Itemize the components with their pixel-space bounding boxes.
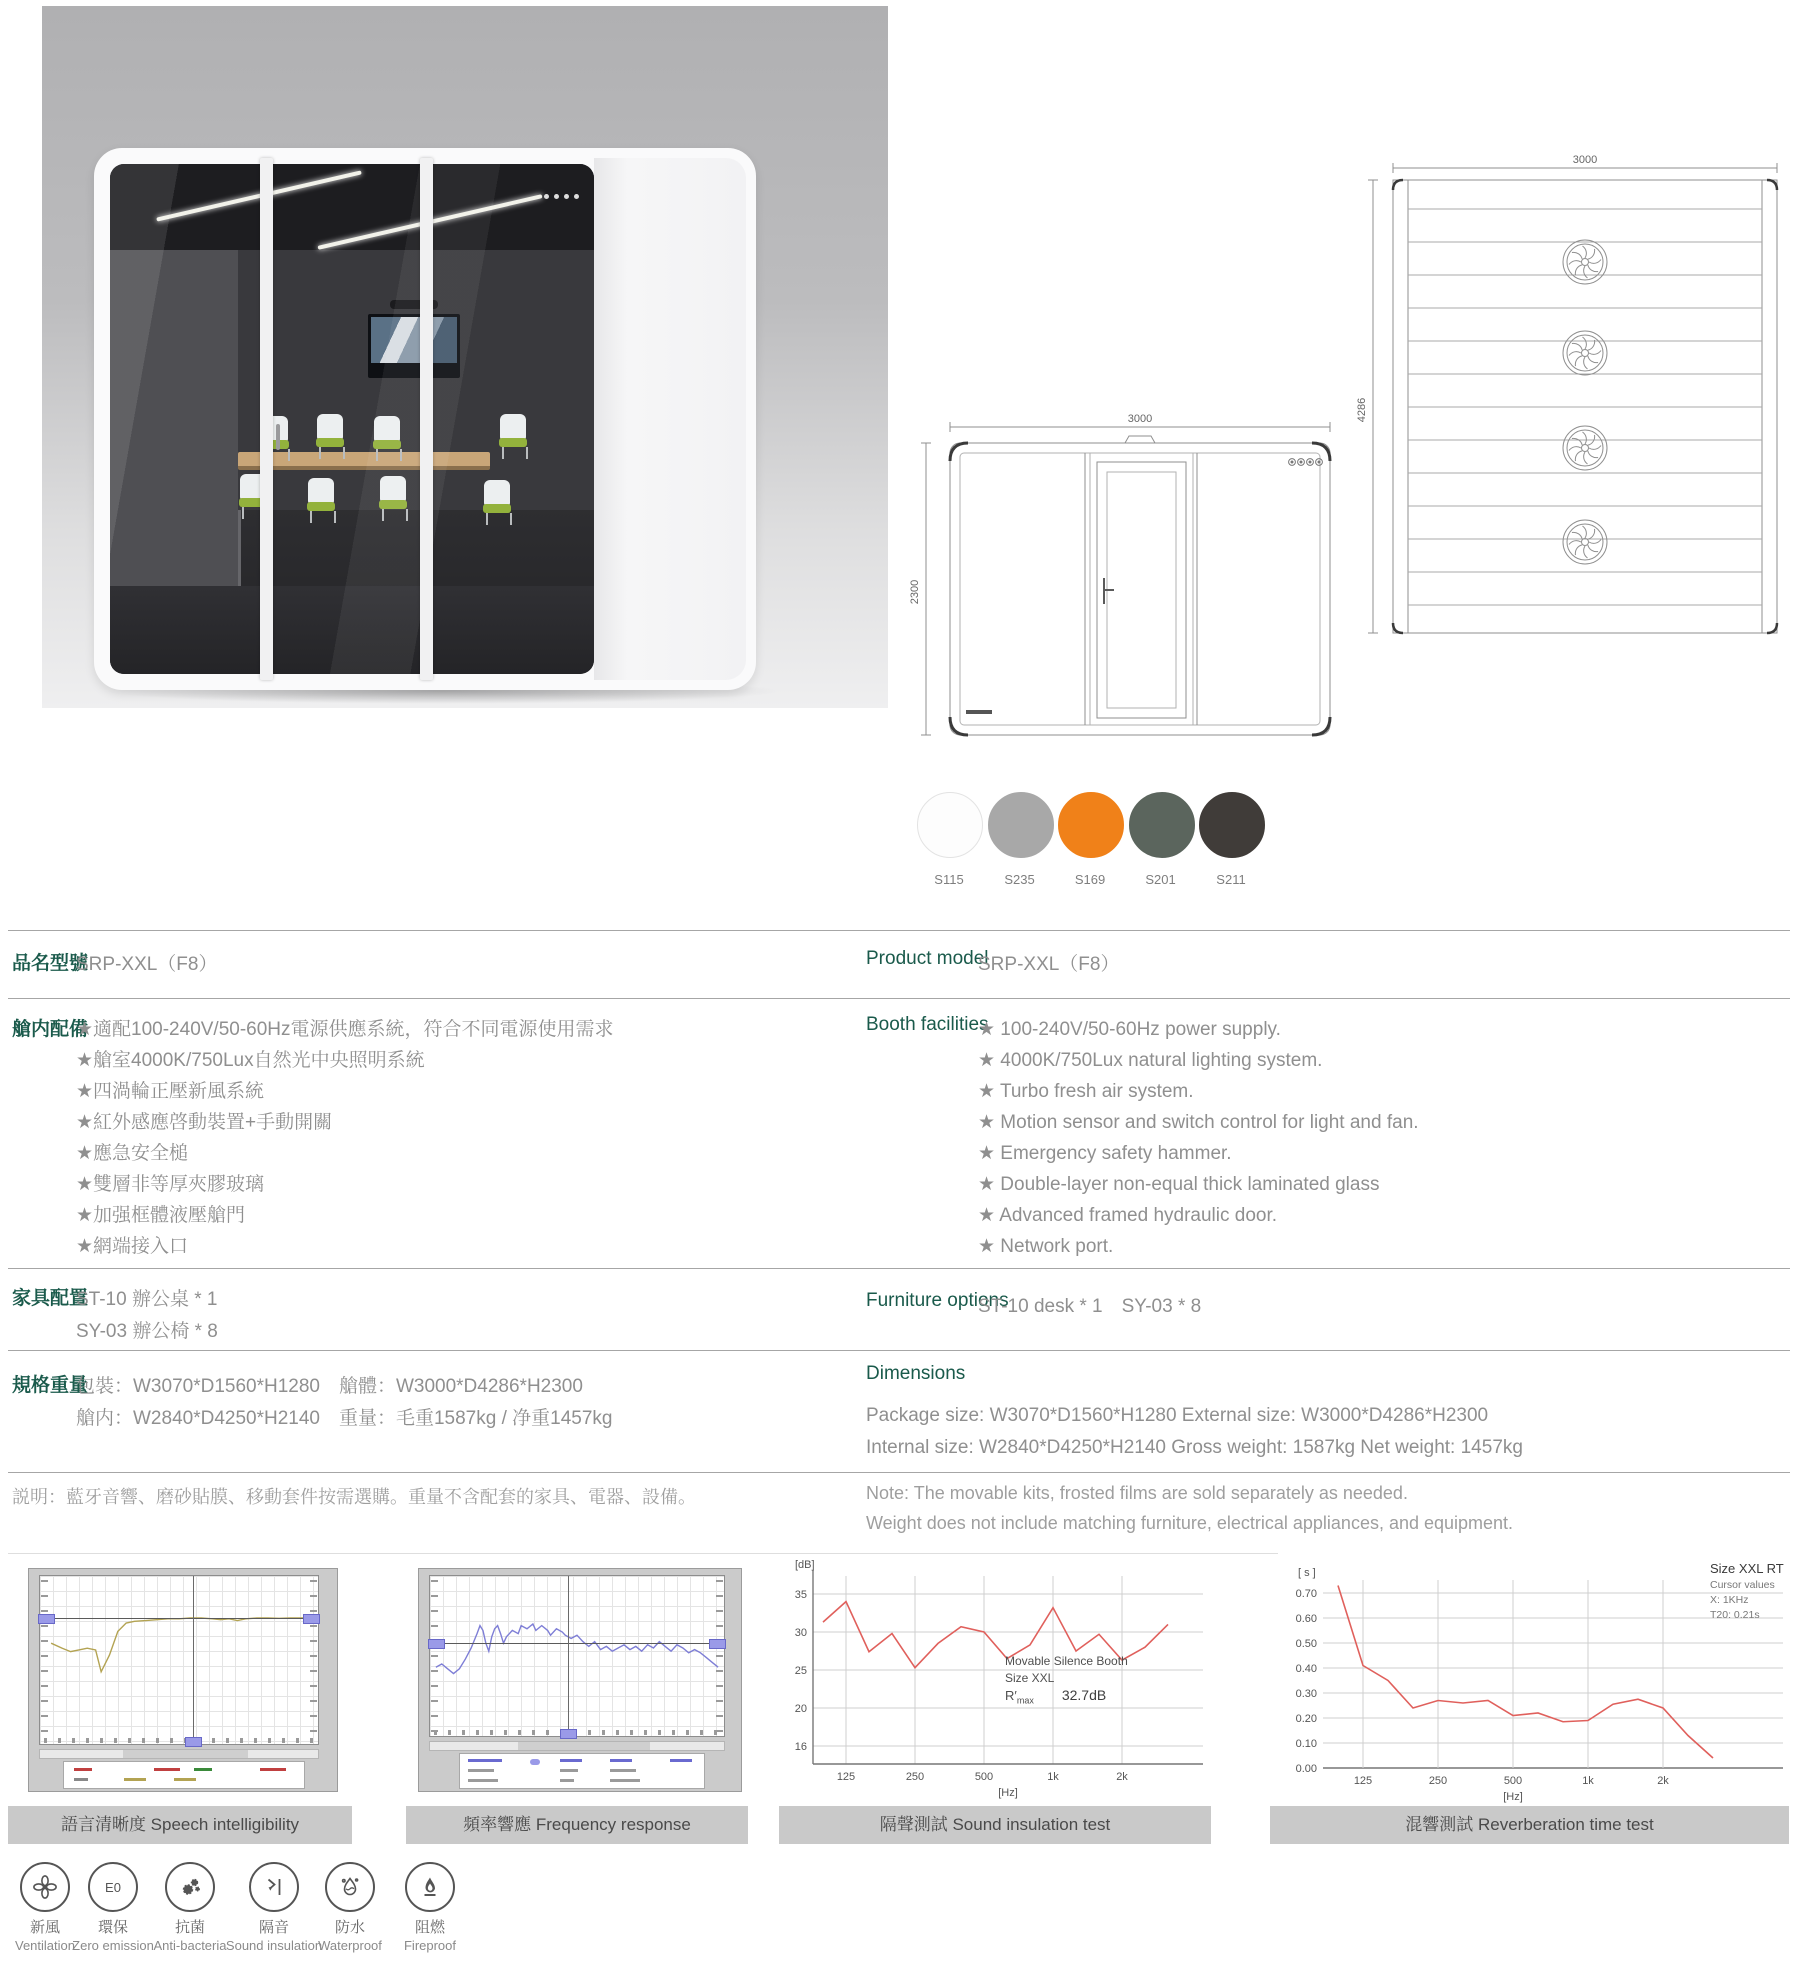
facility-item: ★ 100-240V/50-60Hz power supply.: [978, 1019, 1281, 1040]
cursor-readout: [709, 1639, 726, 1649]
svg-text:125: 125: [836, 1771, 856, 1783]
furniture-zh-line1: ST-10 辦公桌 * 1: [76, 1289, 218, 1310]
facility-item: ★加强框體液壓艙門: [76, 1205, 246, 1226]
glass-reflection: [110, 164, 594, 674]
svg-text:1k: 1k: [1582, 1775, 1594, 1787]
chart-frequency-response: [418, 1568, 742, 1792]
badge-fireproof: 阻燃 Fireproof: [384, 1862, 476, 1953]
axis-tick-strip: [44, 1738, 314, 1743]
dim-plan-depth: 4286: [1356, 397, 1368, 423]
booth-illustration: [94, 148, 756, 690]
svg-text:125: 125: [1353, 1775, 1373, 1787]
dim-front-width: 3000: [1127, 413, 1153, 425]
svg-text:2k: 2k: [1657, 1775, 1669, 1787]
facility-item: ★適配100-240V/50-60Hz電源供應系統，符合不同電源使用需求: [76, 1019, 614, 1040]
svg-text:250: 250: [905, 1771, 925, 1783]
value-product-model-zh: SRP-XXL（F8）: [76, 954, 218, 975]
fireproof-icon: [405, 1862, 455, 1912]
svg-text:0.60: 0.60: [1295, 1613, 1317, 1625]
facility-item: ★雙層非等厚夾膠玻璃: [76, 1174, 265, 1195]
cursor-readout: [428, 1639, 445, 1649]
scrollbar: [39, 1749, 319, 1759]
dimensions-en-line2: Internal size: W2840*D4250*H2140 Gross weight: 1587kg Net weight: 1457kg: [866, 1437, 1523, 1458]
facility-item: ★四渦輪正壓新風系統: [76, 1081, 265, 1102]
facility-item: ★ Motion sensor and switch control for light and fan.: [978, 1112, 1419, 1133]
chart-sound-insulation: [783, 1556, 1207, 1804]
door-frame-mullion: [420, 158, 433, 680]
color-swatch-S235: [988, 792, 1054, 858]
scrollbar: [429, 1741, 725, 1751]
divider: [8, 1268, 1790, 1269]
color-swatch-S115: [917, 792, 983, 858]
cursor-readout: [185, 1737, 202, 1747]
data-line: [1338, 1586, 1713, 1759]
axis-tick-strip: [41, 1580, 48, 1740]
badge-ventilation: 新風 Ventilation: [0, 1862, 90, 1953]
swatch-code: S169: [1074, 872, 1106, 887]
waterproof-icon: [325, 1862, 375, 1912]
svg-text:0.50: 0.50: [1295, 1638, 1317, 1650]
facility-item: ★艙室4000K/750Lux自然光中央照明系統: [76, 1050, 425, 1071]
chart-plot-area: [39, 1575, 319, 1745]
caption-speech-intelligibility: 語言清晰度 Speech intelligibility: [8, 1806, 352, 1844]
svg-text:0.70: 0.70: [1295, 1588, 1317, 1600]
dim-front-height: 2300: [909, 579, 921, 605]
booth-side-face: [594, 158, 746, 680]
door-frame-mullion: [260, 158, 273, 680]
chart-speech-intelligibility: [28, 1568, 338, 1792]
caption-sound-insulation: 隔聲測試 Sound insulation test: [779, 1806, 1211, 1844]
cursor-readout: [303, 1614, 320, 1624]
badge-anti-bacteria: 抗菌 Anti-bacteria: [140, 1862, 240, 1953]
svg-text:20: 20: [794, 1703, 807, 1715]
svg-text:0.10: 0.10: [1295, 1738, 1317, 1750]
badge-waterproof: 防水 Waterproof: [300, 1862, 400, 1953]
cursor-line: [193, 1576, 194, 1744]
divider: [8, 998, 1790, 999]
caption-frequency-response: 頻率響應 Frequency response: [406, 1806, 748, 1844]
svg-text:E0: E0: [105, 1880, 121, 1895]
technical-drawings: [900, 130, 1798, 750]
cursor-line: [568, 1576, 569, 1736]
dimensions-zh-line1: 包裝：W3070*D1560*H1280 艙體：W3000*D4286*H2300: [76, 1376, 583, 1397]
label-dimensions-zh: 規格重量: [12, 1375, 89, 1396]
dimensions-zh-line2: 艙内：W2840*D4250*H2140 重量：毛重1587kg / 净重1457kg: [76, 1408, 613, 1429]
color-swatch-S201: [1129, 792, 1195, 858]
swatch-code: S201: [1145, 872, 1176, 887]
svg-text:25: 25: [794, 1665, 807, 1677]
fan-icon: [20, 1862, 70, 1912]
badge-sound-insulation: 隔音 Sound insulation: [212, 1862, 336, 1953]
svg-text:0.40: 0.40: [1295, 1663, 1317, 1675]
divider: [8, 1350, 1790, 1351]
cursor-readout: [560, 1729, 577, 1739]
svg-text:35: 35: [794, 1589, 807, 1601]
chart-reverberation-time: [1278, 1550, 1795, 1806]
swatch-code: S211: [1216, 872, 1246, 887]
svg-text:500: 500: [1503, 1775, 1523, 1787]
chart-legend: [459, 1753, 705, 1789]
value-product-model-en: SRP-XXL（F8）: [978, 954, 1120, 975]
label-product-model-zh: 品名型號: [12, 953, 89, 974]
divider: [8, 1472, 1790, 1473]
svg-text:1k: 1k: [1047, 1771, 1059, 1783]
divider: [8, 930, 1790, 931]
svg-text:0.00: 0.00: [1295, 1763, 1317, 1775]
chart-legend: [63, 1761, 305, 1789]
svg-text:250: 250: [1428, 1775, 1448, 1787]
reference-line: [40, 1618, 318, 1619]
color-swatch-S211: [1199, 792, 1265, 858]
facility-item: ★ Network port.: [978, 1236, 1114, 1257]
svg-text:[Hz]: [Hz]: [1503, 1791, 1523, 1803]
door-handle: [276, 424, 280, 450]
label-facilities-en: Booth facilities: [866, 1014, 989, 1035]
color-swatch-S169: [1058, 792, 1124, 858]
note-en-line1: Note: The movable kits, frosted films are sold separately as needed.: [866, 1483, 1408, 1503]
ceiling-fan-icons: [1563, 240, 1607, 564]
facility-item: ★ 4000K/750Lux natural lighting system.: [978, 1050, 1323, 1071]
facilities-list-zh: [76, 1014, 856, 1262]
svg-text:2k: 2k: [1116, 1771, 1128, 1783]
facility-item: ★ Double-layer non-equal thick laminated glass: [978, 1174, 1380, 1195]
swatch-code: S235: [1004, 872, 1035, 887]
note-zh: 説明：藍牙音響、磨砂貼膜、移動套件按需選購。重量不含配套的家具、電器、設備。: [12, 1487, 696, 1507]
swatch-code: S115: [934, 872, 964, 887]
furniture-en-value: ST-10 desk * 1 SY-03 * 8: [978, 1296, 1202, 1317]
label-product-model-en: Product model: [866, 948, 989, 969]
booth-glass-front: [110, 164, 594, 674]
facility-item: ★ Advanced framed hydraulic door.: [978, 1205, 1278, 1226]
label-furniture-zh: 家具配置: [12, 1288, 89, 1309]
svg-text:[Hz]: [Hz]: [998, 1787, 1018, 1799]
facility-item: ★應急安全槌: [76, 1143, 189, 1164]
bacteria-icon: [165, 1862, 215, 1912]
svg-text:0.30: 0.30: [1295, 1688, 1317, 1700]
axis-tick-strip: [431, 1580, 438, 1732]
facility-item: ★網端接入口: [76, 1236, 189, 1257]
note-en-line2: Weight does not include matching furniture, electrical appliances, and equipment.: [866, 1513, 1514, 1533]
sound-insulation-icon: [249, 1862, 299, 1912]
facility-item: ★ Turbo fresh air system.: [978, 1081, 1194, 1102]
svg-text:0.20: 0.20: [1295, 1713, 1317, 1725]
label-facilities-zh: 艙内配備: [12, 1019, 89, 1040]
dimensions-en-line1: Package size: W3070*D1560*H1280 External size: W3000*D4286*H2300: [866, 1405, 1489, 1426]
furniture-zh-line2: SY-03 辦公椅 * 8: [76, 1321, 218, 1342]
dim-plan-width: 3000: [1572, 154, 1598, 166]
svg-text:30: 30: [794, 1627, 807, 1639]
label-dimensions-en: Dimensions: [866, 1363, 966, 1384]
svg-text:[ s ]: [ s ]: [1298, 1567, 1316, 1579]
facility-item: ★ Emergency safety hammer.: [978, 1143, 1232, 1164]
chart-plot-area: [429, 1575, 725, 1737]
svg-text:500: 500: [974, 1771, 994, 1783]
facility-item: ★紅外感應啓動裝置+手動開關: [76, 1112, 333, 1133]
reference-line: [430, 1643, 724, 1644]
chart-annotation: Movable Silence Booth Size XXL $R'_{max}$ 32.7dB: [1005, 1654, 1128, 1706]
axis-tick-strip: [310, 1580, 317, 1740]
cursor-readout: [38, 1614, 55, 1624]
label-furniture-en: Furniture options: [866, 1290, 1009, 1311]
facilities-list-en: [978, 1014, 1758, 1262]
e0-icon: [88, 1862, 138, 1912]
caption-reverberation-time: 混響測試 Reverberation time test: [1270, 1806, 1789, 1844]
product-photo: [42, 6, 888, 708]
chart-cursor-legend: Size XXL RT Cursor values X: 1KHz T20: 0.21s: [1710, 1561, 1784, 1621]
svg-text:16: 16: [794, 1741, 807, 1753]
axis-tick-strip: [716, 1580, 723, 1732]
svg-text:[dB]: [dB]: [795, 1559, 815, 1571]
badge-zero-emission: E0 環保 Zero emission: [68, 1862, 158, 1953]
